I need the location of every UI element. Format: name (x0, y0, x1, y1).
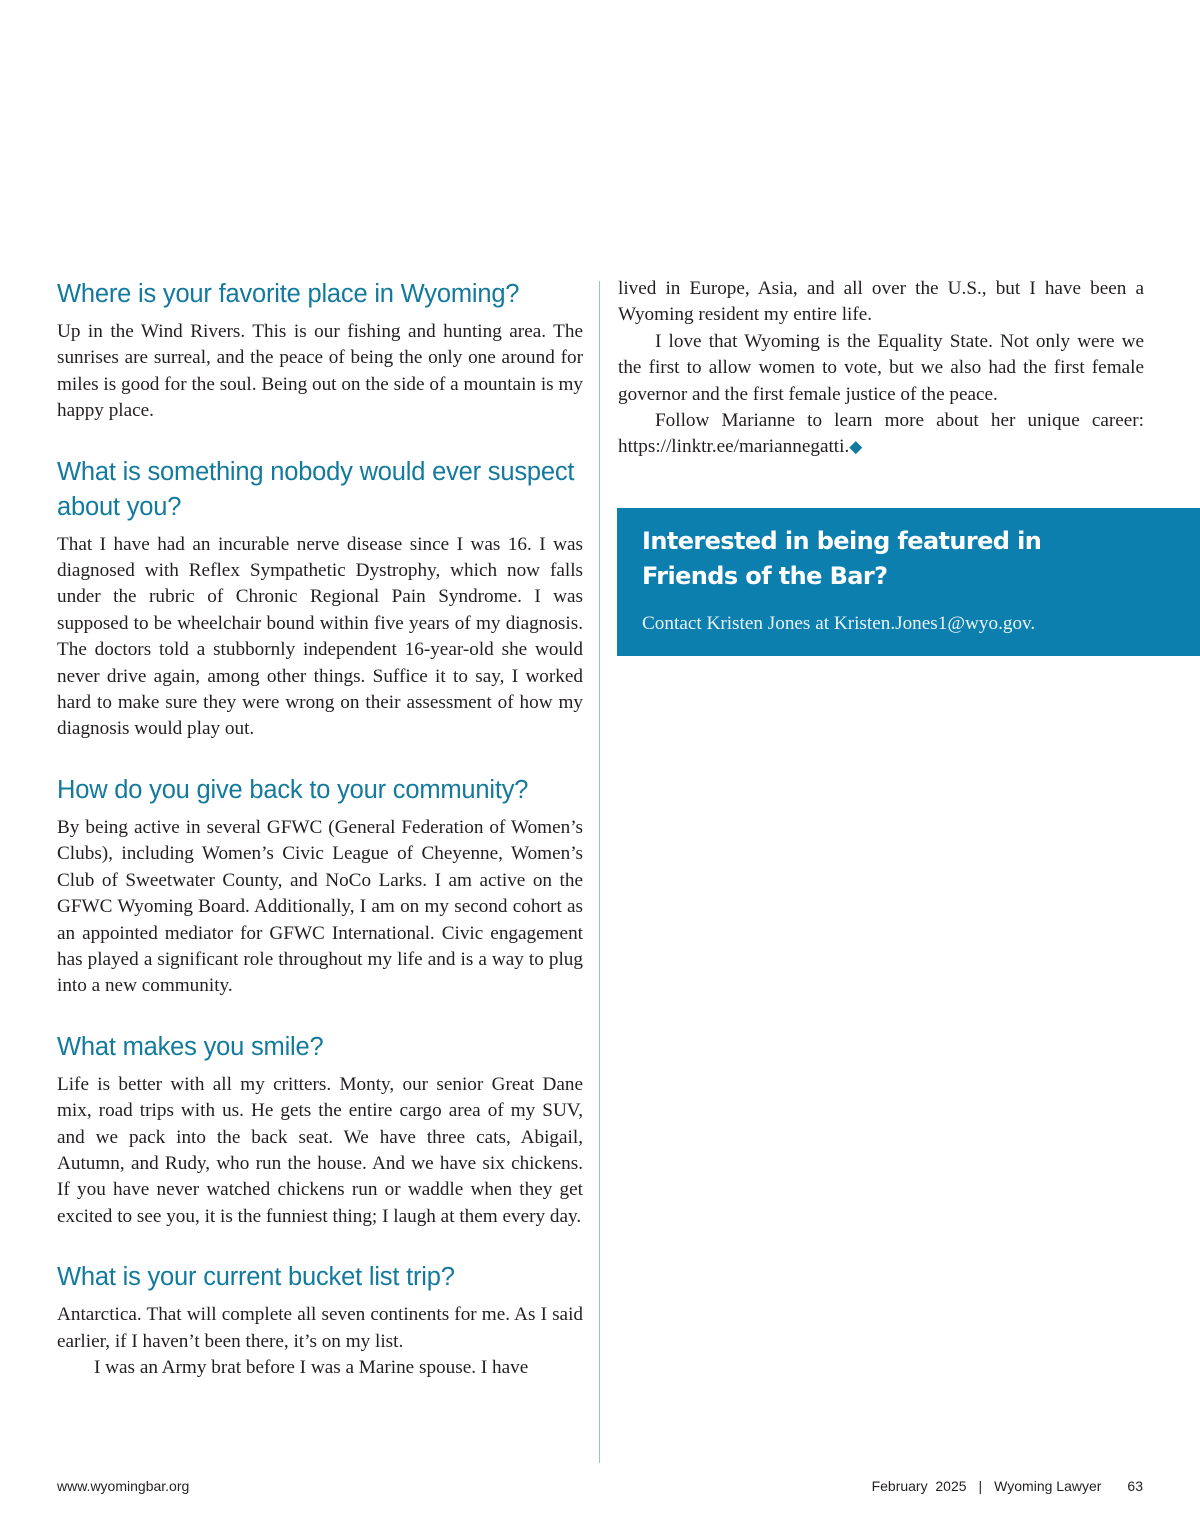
column-divider (599, 281, 600, 1463)
qa-section-nobody-suspects (57, 455, 583, 743)
footer-issue-date: February 2025 (871, 1478, 967, 1494)
equality-state-paragraph: I love that Wyoming is the Equality State. Not only were we the first to allow women to vote, but we also had the first female governor and the first female justice of the peace. (618, 330, 1144, 405)
continued-paragraph: lived in Europe, Asia, and all over the U.S., but I have been a Wyoming resident my entire life. (618, 278, 1144, 326)
follow-paragraph (618, 408, 1144, 461)
callout-title (642, 524, 1180, 594)
question-heading: Where is your favorite place in Wyoming? (57, 280, 520, 308)
footer-separator: | (978, 1478, 983, 1494)
footer-issue-info (872, 1478, 1143, 1494)
question-heading: How do you give back to your community? (57, 775, 529, 804)
qa-section-give-back (57, 773, 583, 1000)
answer-paragraph: Antarctica. That will complete all seven continents for me. As I said earlier, if I haven’t been there, it’s on my list. (57, 1304, 583, 1352)
footer-website: www.wyomingbar.org (57, 1478, 190, 1494)
answer-paragraph: I was an Army brat before I was a Marine spouse. I have (94, 1356, 529, 1378)
answer-paragraph: Up in the Wind Rivers. This is our fishing and hunting area. The sunrises are surreal, and the peace of being the only one around for miles is good for the soul. Being out on the side of a mountain is my happy place. (57, 321, 583, 422)
follow-text: Follow Marianne to learn more about her unique career: https://linktr.ee/mariannegatti. (618, 410, 1144, 458)
answer-paragraph: By being active in several GFWC (General Federation of Women’s Clubs), including Women’s Civic League of Cheyenne, Women’s Club of Sweetwater County, and NoCo Larks. I am active on the GFWC Wyoming Board. Additionally, I am on my second cohort as an appointed mediator for GFWC International. Civic engagement has played a significant role throughout my life and is a way to plug into a new community. (57, 816, 583, 997)
question-heading: What is something nobody would ever suspect about you? (57, 457, 575, 521)
question-heading: What makes you smile? (57, 1032, 324, 1061)
question-heading: What is your current bucket list trip? (57, 1263, 455, 1292)
footer-publication: Wyoming Lawyer (994, 1478, 1102, 1494)
callout-contact: Contact Kristen Jones at Kristen.Jones1@wyo.gov. (642, 613, 1036, 634)
left-column (57, 277, 583, 1411)
right-column (618, 276, 1144, 461)
callout-title-line1: Interested in being featured in (642, 527, 1042, 555)
page-number: 63 (1127, 1478, 1143, 1494)
qa-section-smile (57, 1030, 583, 1230)
callout-title-line2: Friends of the Bar? (642, 562, 888, 590)
answer-paragraph: Life is better with all my critters. Monty, our senior Great Dane mix, road trips with us. He gets the entire cargo area of my SUV, and we pack into the back seat. We have three cats, Abigail, Autumn, and Rudy, who run the house. And we have six chickens. If you have never watched chickens run or waddle when they get excited to see you, it is the funniest thing; I laugh at them every day. (57, 1073, 583, 1227)
qa-section-favorite-place (57, 277, 583, 425)
qa-section-bucket-list (57, 1260, 583, 1381)
end-mark-icon: ◆ (849, 437, 863, 457)
answer-paragraph: That I have had an incurable nerve disease since I was 16. I was diagnosed with Reflex Sympathetic Dystrophy, which now falls under the rubric of Chronic Regional Pain Syndrome. I was supposed to be wheelchair bound within five years of my diagnosis. The doctors told a stubbornly independent 16-year-old she would never drive again, among other things. Suffice it to say, I worked hard to make sure they were wrong on their assessment of how my diagnosis would play out. (57, 533, 583, 740)
featured-callout-box (617, 508, 1200, 656)
